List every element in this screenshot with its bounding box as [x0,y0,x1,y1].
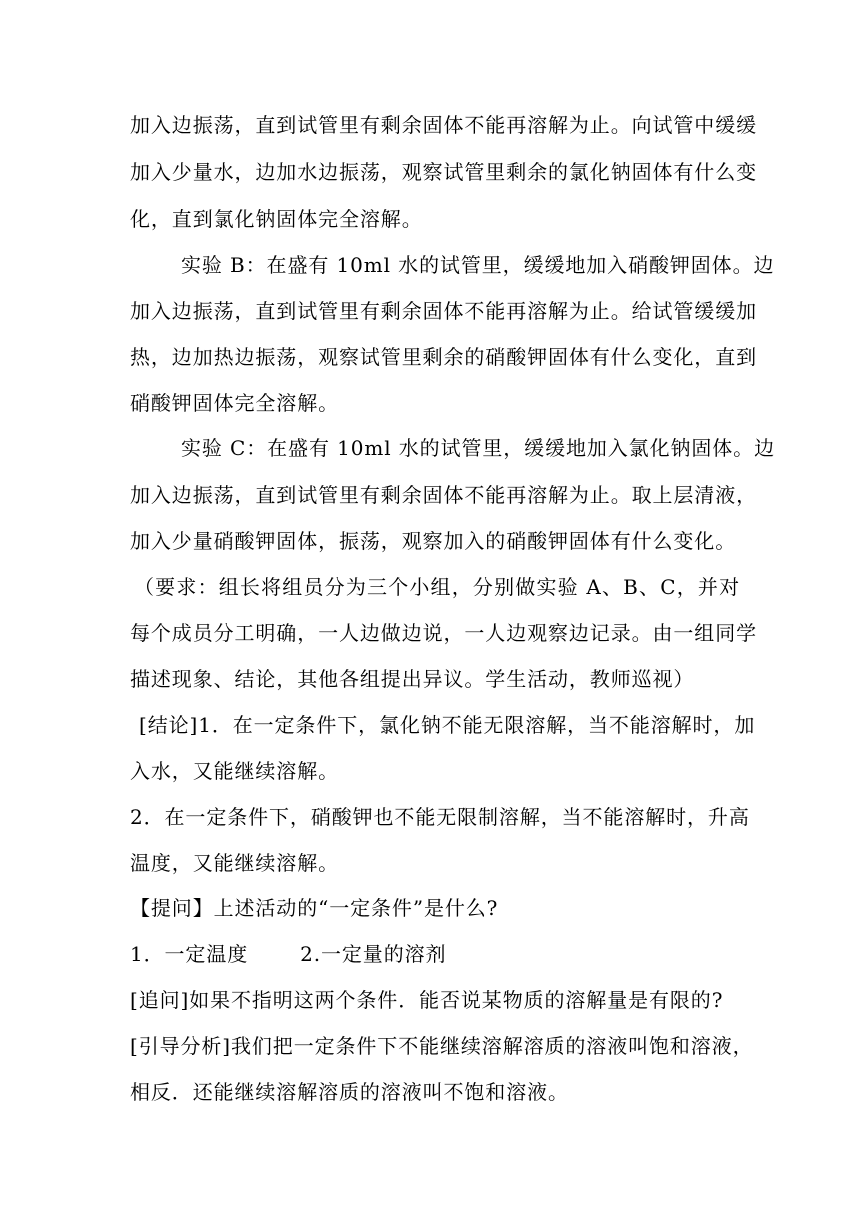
paragraph-requirements: （要求：组长将组员分为三个小组，分别做实验 A、B、C，并对 [134,575,740,599]
answer-list [130,939,740,969]
text-line: 热，边加热边振荡，观察试管里剩余的硝酸钾固体有什么变化，直到 [130,345,757,369]
text-line: 加入少量水，边加水边振荡，观察试管里剩余的氯化钠固体有什么变 [130,160,757,184]
paragraph-analysis: [引导分析]我们把一定条件下不能继续溶解溶质的溶液叫饱和溶液， [130,1034,754,1058]
text-line: 入水，又能继续溶解。 [130,759,339,783]
text-line: 相反．还能继续溶解溶质的溶液叫不饱和溶液。 [130,1080,569,1104]
question-heading: 【提问】上述活动的“一定条件”是什么? [130,896,499,920]
text-line: 化，直到氯化钠固体完全溶解。 [130,207,423,231]
text-line: 加入边振荡，直到试管里有剩余固体不能再溶解为止。取上层清液， [130,483,757,507]
text-line: 温度，又能继续溶解。 [130,851,339,875]
text-line: 2．在一定条件下，硝酸钾也不能无限制溶解，当不能溶解时，升高 [130,805,750,829]
follow-up-question: [追问]如果不指明这两个条件．能否说某物质的溶解量是有限的? [130,988,724,1012]
text-line: 加入少量硝酸钾固体，振荡，观察加入的硝酸钾固体有什么变化。 [130,529,737,553]
text-line: 描述现象、结论，其他各组提出异议。学生活动，教师巡视） [130,667,695,691]
text-line: 每个成员分工明确，一人边做边说，一人边观察边记录。由一组同学 [130,621,757,645]
paragraph-conclusion: [结论]1．在一定条件下，氯化钠不能无限溶解，当不能溶解时，加 [139,713,756,737]
text-line: 加入边振荡，直到试管里有剩余固体不能再溶解为止。向试管中缓缓 [130,113,757,137]
paragraph-experiment-b: 实验 B：在盛有 10ml 水的试管里，缓缓地加入硝酸钾固体。边 [181,253,775,277]
text-line: 加入边振荡，直到试管里有剩余固体不能再溶解为止。给试管缓缓加 [130,299,757,323]
paragraph-experiment-c: 实验 C：在盛有 10ml 水的试管里，缓缓地加入氯化钠固体。边 [181,436,775,460]
list-item: 2.一定量的溶剂 [300,942,447,966]
list-item: 1．一定温度 [130,942,249,966]
text-line: 硝酸钾固体完全溶解。 [130,391,339,415]
